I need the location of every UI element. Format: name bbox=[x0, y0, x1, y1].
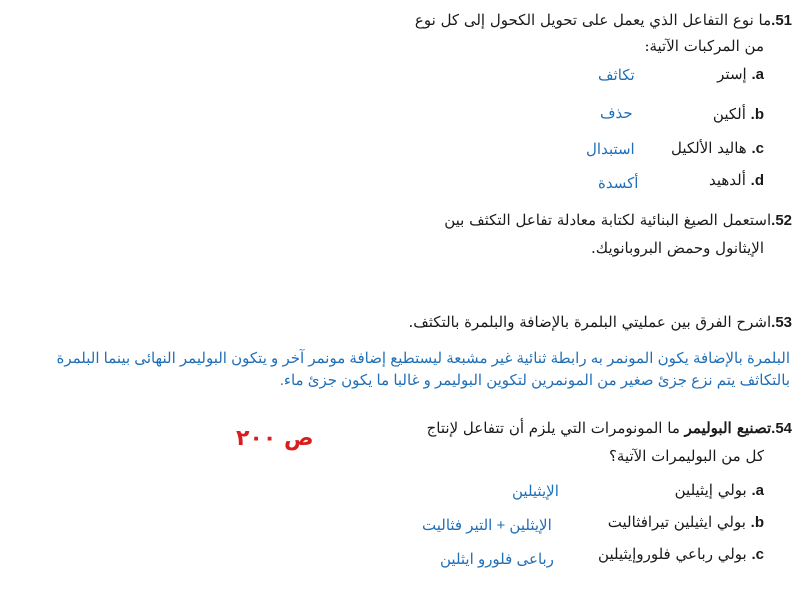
option-label: بولي رباعي فلوروإيثيلين bbox=[598, 545, 747, 563]
question-52-line1 bbox=[444, 210, 792, 231]
option-letter: a. bbox=[751, 66, 764, 83]
question-52-line2: الإيثانول وحمض البروبانويك. bbox=[591, 239, 764, 257]
option-letter: c. bbox=[751, 546, 764, 563]
option-label: ألكين bbox=[712, 105, 746, 123]
page-reference: ص ٢٠٠ bbox=[236, 426, 314, 451]
answer-a: تكاثف bbox=[598, 67, 635, 84]
option-c bbox=[671, 138, 764, 159]
option-d bbox=[709, 170, 764, 191]
option-letter: a. bbox=[751, 482, 764, 499]
question-title: تصنيع البوليمر bbox=[684, 419, 772, 437]
option-letter: c. bbox=[751, 140, 764, 157]
option-label: بولي إيثيلين bbox=[674, 481, 747, 499]
question-number: 51. bbox=[771, 12, 792, 29]
question-text: اشرح الفرق بين عمليتي البلمرة بالإضافة والبلمرة بالتكثف. bbox=[408, 313, 772, 331]
answer-c: رباعى فلورو ايثلين bbox=[440, 551, 554, 568]
option-label: هاليد الألكيل bbox=[671, 139, 747, 157]
option-label: بولي ايثيلين تيرافثاليت bbox=[607, 513, 746, 531]
answer-d: أكسدة bbox=[598, 175, 639, 192]
option-c bbox=[598, 544, 764, 565]
answer-line-1: البلمرة بالإضافة يكون المونمر به رابطة ثنائية غير مشبعة ليستطيع إضافة مونمر آخر و يتكون البوليمر النهائى بينما البلمرة bbox=[56, 350, 790, 367]
answer-53 bbox=[10, 348, 790, 392]
question-number: 54. bbox=[771, 420, 792, 437]
option-a bbox=[717, 64, 764, 85]
question-text: ما نوع التفاعل الذي يعمل على تحويل الكحول إلى كل نوع bbox=[414, 11, 772, 29]
question-51-line2: من المركبات الآتية: bbox=[644, 37, 764, 55]
question-number: 52. bbox=[771, 212, 792, 229]
answer-c: استبدال bbox=[586, 141, 635, 158]
question-53 bbox=[408, 312, 792, 333]
option-letter: b. bbox=[750, 514, 764, 531]
option-label: إستر bbox=[717, 65, 747, 83]
question-number: 53. bbox=[771, 314, 792, 331]
question-54-line1 bbox=[427, 418, 792, 439]
answer-b: حذف bbox=[600, 105, 633, 122]
option-b bbox=[713, 104, 764, 125]
option-letter: b. bbox=[750, 106, 764, 123]
question-54-line2: كل من البوليمرات الآتية؟ bbox=[608, 447, 764, 465]
answer-line-2: بالتكاثف يتم نزع جزئ صغير من المونمرين لتكوين البوليمر و غالبا ما يكون جزئ ماء. bbox=[279, 372, 790, 389]
option-letter: d. bbox=[750, 172, 764, 189]
answer-b: الإيثلين + التير فثاليت bbox=[422, 517, 552, 534]
option-b bbox=[608, 512, 764, 533]
question-text: استعمل الصيغ البنائية لكتابة معادلة تفاعل التكثف بين bbox=[444, 211, 772, 229]
option-a bbox=[675, 480, 764, 501]
option-label: ألدهيد bbox=[708, 171, 746, 189]
answer-a: الإيثيلين bbox=[512, 483, 559, 500]
question-text: ما المونومرات التي يلزم أن تتفاعل لإنتاج bbox=[426, 419, 680, 437]
question-51-line1 bbox=[415, 10, 792, 31]
